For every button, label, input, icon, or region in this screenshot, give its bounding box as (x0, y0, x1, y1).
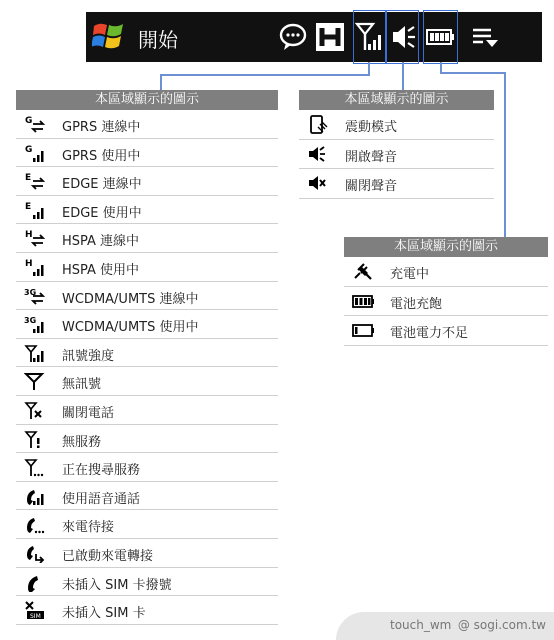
list-item (344, 257, 548, 287)
svg-text:E: E (25, 173, 32, 184)
item-label: 未插入 SIM 卡撥號 (62, 577, 172, 593)
item-label: 已啟動來電轉接 (62, 548, 154, 564)
no-service-icon (24, 429, 46, 449)
item-label: 充電中 (390, 267, 430, 282)
wcdma-connecting-icon (24, 286, 46, 306)
signal-strength-icon (24, 343, 46, 363)
item-label: 關閉聲音 (345, 179, 398, 194)
windows-start-icon[interactable] (92, 20, 126, 52)
list-item (299, 169, 494, 199)
battery-icons-panel (344, 237, 548, 346)
phone-off-icon (24, 400, 46, 420)
panel-header: 本區域顯示的圖示 (299, 90, 494, 110)
charging-icon (352, 261, 374, 281)
list-item (16, 482, 278, 511)
list-item (299, 140, 494, 170)
list-item (16, 453, 278, 482)
no-signal-icon (24, 371, 46, 391)
signal-highlight (353, 10, 386, 64)
list-item (16, 425, 278, 454)
call-waiting-icon (24, 514, 46, 534)
svg-text:G: G (25, 144, 33, 155)
svg-text:G: G (25, 116, 33, 126)
item-label: 正在搜尋服務 (62, 463, 141, 479)
edge-connecting-icon (24, 171, 46, 191)
list-item (16, 568, 278, 597)
list-item (16, 396, 278, 425)
list-item (16, 367, 278, 396)
svg-text:H: H (25, 230, 33, 241)
gprs-in-use-icon (24, 143, 46, 163)
list-item (16, 282, 278, 311)
item-label: 使用語音通話 (62, 491, 141, 507)
connector-sound (402, 62, 404, 90)
item-label: 開啟聲音 (345, 149, 398, 165)
hspa-icon[interactable] (314, 20, 346, 54)
svg-text:H: H (25, 258, 33, 269)
hspa-connecting-icon (24, 228, 46, 248)
item-label: GPRS 連線中 (62, 120, 141, 135)
list-item (16, 310, 278, 339)
searching-service-icon (24, 457, 46, 477)
sound-highlight (386, 10, 419, 64)
list-item (16, 139, 278, 168)
sound-off-icon (307, 173, 329, 193)
list-item (344, 316, 548, 346)
item-label: EDGE 使用中 (62, 205, 142, 221)
item-label: 電池充飽 (390, 296, 443, 312)
panel-header: 本區域顯示的圖示 (16, 90, 278, 110)
sound-icons-panel (299, 90, 494, 199)
connector-signal-v (160, 74, 162, 90)
edge-in-use-icon (24, 200, 46, 220)
list-item (16, 596, 278, 625)
svg-text:SIM: SIM (30, 613, 41, 621)
call-forwarding-icon (24, 543, 46, 563)
watermark-right: @ sogi.com.tw (457, 618, 546, 632)
list-item (16, 196, 278, 225)
no-sim-icon (24, 600, 46, 620)
item-label: HSPA 連線中 (62, 234, 140, 250)
page-title: 開始 (138, 28, 178, 52)
wcdma-in-use-icon (24, 314, 46, 334)
connector-battery-v (504, 72, 506, 237)
item-label: EDGE 連線中 (62, 177, 142, 193)
list-item (16, 510, 278, 539)
battery-full-icon (352, 291, 374, 311)
list-item (16, 253, 278, 282)
item-label: 訊號強度 (62, 348, 115, 364)
item-label: 未插入 SIM 卡 (62, 606, 146, 622)
svg-text:3G: 3G (24, 316, 37, 326)
no-sim-dial-icon (24, 572, 46, 592)
item-label: WCDMA/UMTS 連線中 (62, 291, 199, 307)
vibrate-icon (307, 114, 329, 134)
item-label: 震動模式 (345, 120, 398, 135)
svg-text:3G: 3G (24, 287, 37, 297)
item-label: HSPA 使用中 (62, 262, 140, 278)
item-label: 關閉電話 (62, 405, 115, 421)
menu-dropdown-icon[interactable] (470, 20, 500, 54)
panel-header: 本區域顯示的圖示 (344, 237, 548, 257)
item-label: 無訊號 (62, 377, 102, 393)
connector-signal-h (160, 74, 370, 76)
item-label: GPRS 使用中 (62, 148, 141, 164)
signal-icons-panel (16, 90, 278, 625)
svg-text:E: E (25, 201, 32, 212)
list-item (16, 110, 278, 139)
battery-low-icon (352, 320, 374, 340)
gprs-connecting-icon (24, 114, 46, 134)
status-bar (86, 12, 542, 62)
item-label: 無服務 (62, 434, 102, 450)
sound-on-icon (307, 144, 329, 164)
message-icon[interactable] (278, 20, 308, 54)
watermark-left: touch_wm (390, 618, 452, 632)
item-label: 來電待接 (62, 520, 115, 536)
item-label: WCDMA/UMTS 使用中 (62, 320, 199, 336)
voice-call-icon (24, 486, 46, 506)
list-item (16, 339, 278, 368)
list-item (16, 539, 278, 568)
watermark (336, 612, 554, 640)
connector-battery-h (440, 72, 506, 74)
list-item (16, 224, 278, 253)
list-item (16, 167, 278, 196)
hspa-in-use-icon (24, 257, 46, 277)
list-item (299, 110, 494, 140)
list-item (344, 287, 548, 317)
item-label: 電池電力不足 (390, 326, 469, 341)
battery-highlight (423, 10, 458, 64)
